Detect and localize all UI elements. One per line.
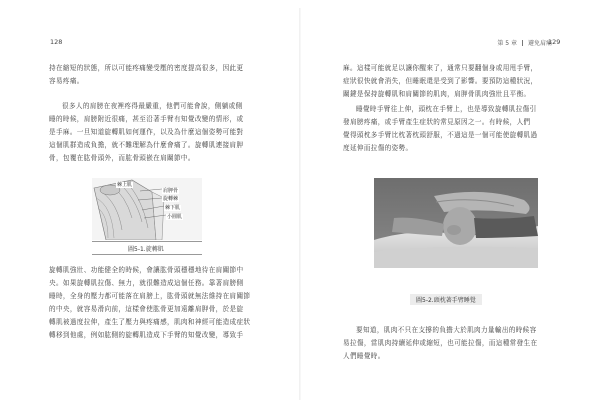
text-line: 易拉傷，當肌肉持續延伸或縮短，也可能拉傷，而這種常發生在: [343, 339, 538, 347]
text-line: 轉移到他處，例如肱側的旋轉肌造成下手臂的知覺改變，導致手: [49, 331, 244, 339]
left-paragraph-2: [49, 100, 259, 165]
right-paragraph-1: [343, 62, 553, 101]
text-line: 容易疼痛。: [49, 77, 84, 85]
text-line: 症狀很快就會消失，但睡眠還是受到了影響。要預防這種狀況，: [343, 77, 538, 85]
figure-label: 肩胛骨: [163, 188, 179, 194]
right-paragraph-3: [343, 324, 553, 363]
text-line: 睡時，全身的壓力都可能落在肩膀上，肱骨頭就無法維持在肩關節: [49, 292, 251, 300]
text-line: 這個肌群造成負擔，就不難理解為什麼會痛了。旋轉肌連接肩胛: [49, 141, 244, 149]
rotator-cuff-illustration: [92, 178, 202, 240]
text-line: 要知道，肌肉不只在支撐的負擔大於肌肉力量輸出的時候容: [356, 326, 537, 334]
text-line: 很多人的肩膀在夜裡疼得最嚴重，他們可能會說，側躺或側: [62, 102, 243, 110]
text-line: 持在縮短的狀態，所以可能疼痛變受壓的密度提高很多，因此更: [49, 64, 244, 72]
text-line: 麻。這樣可能就足以讓你醒來了，通常只要翻個身或用甩手臂，: [343, 64, 538, 72]
header-divider: [522, 40, 523, 46]
photo-illustration: [374, 178, 538, 268]
text-line: 央。如果旋轉肌拉傷、無力，就很難造成這個任務。靠著肩膀側: [49, 279, 244, 287]
text-line: 人們睡覺時。: [343, 352, 385, 360]
text-line: 轉肌被過度拉伸，產生了壓力與疼痛感，肌肉和神經可能造成症狀: [49, 318, 251, 326]
text-line: 覺得頭枕多手臂比枕著枕頭舒服，不過這是一個可能使旋轉肌過: [343, 131, 538, 139]
text-line: 睡的時候，肩膀附近很痛，甚至沿著手臂有知覺改變的情形，或: [49, 115, 244, 123]
text-line: 度延伸而拉傷的姿勢。: [343, 144, 413, 152]
figure-caption: 圖5-1.旋轉肌: [128, 246, 164, 253]
text-line: 的中央，就容易滑向前，這樣會使肱骨更加遠離肩胛骨，於是旋: [49, 305, 244, 313]
figure-label: 棘下肌: [165, 205, 181, 211]
text-line: 發肩膀疼痛，或手臂產生症狀的常見原因之一。有時候，人們: [343, 118, 531, 126]
left-page-number: 128: [50, 38, 63, 46]
sleeping-on-arm-photo: [374, 178, 538, 268]
running-header: [497, 38, 552, 47]
caption-rule: [92, 254, 202, 255]
text-line: 是手麻。一旦知道旋轉肌如何運作，以及為什麼這個姿勢可能對: [49, 128, 244, 136]
text-line: 睡覺時手臂往上伸，頭枕在手臂上，也是導致旋轉肌拉傷引: [356, 105, 537, 113]
chapter-number: 第 5 章: [497, 40, 517, 47]
text-line: 關鍵是保持旋轉肌和肩關節的肌肉，肩胛骨肌肉強壯且平衡。: [343, 90, 531, 98]
photo-caption: 圖5-2.頭枕著手臂睡覺: [410, 294, 482, 305]
figure-label: 小圓肌: [167, 214, 183, 220]
caption-rule: [92, 241, 202, 242]
book-gutter: [299, 8, 301, 400]
right-page-number: 129: [548, 38, 561, 46]
figure-label: 棘上肌: [117, 182, 133, 188]
right-paragraph-2: [343, 103, 553, 155]
left-paragraph-3: [49, 264, 259, 342]
figure-label: 旋轉棘: [163, 196, 179, 202]
text-line: 旋轉肌強壯、功能健全的時候，會讓肱骨頭穩穩地待在肩關節中: [49, 266, 244, 274]
left-paragraph-1: [49, 62, 259, 88]
text-line: 骨，包覆在肱骨頭外，而肱骨頭嵌在肩關節中。: [49, 154, 195, 162]
chapter-title: 避免肩痛: [527, 40, 552, 47]
shoulder-anatomy-drawing: [92, 178, 202, 240]
